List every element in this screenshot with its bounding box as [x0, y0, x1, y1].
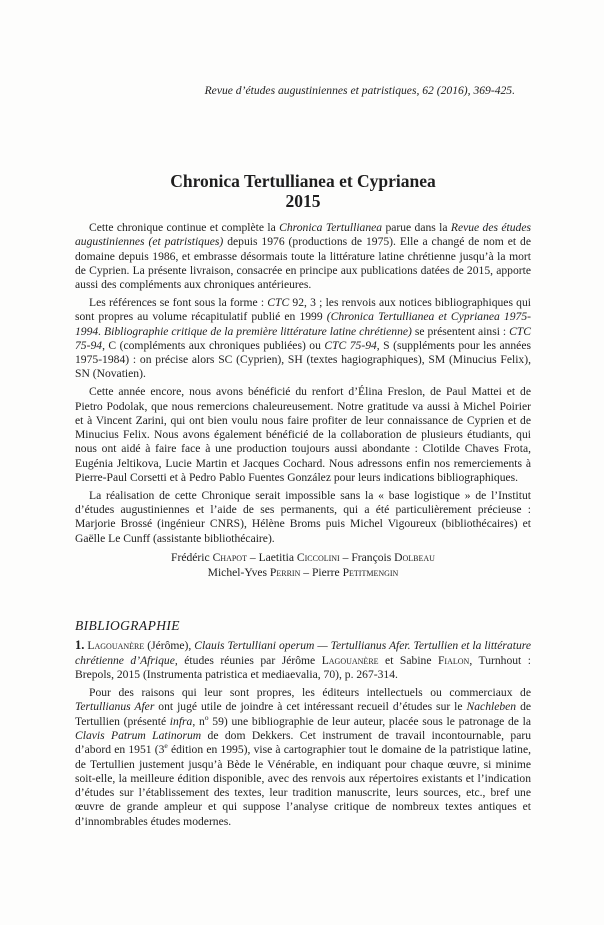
- signature-line-1: Frédéric Chapot – Laetitia Ciccolini – François Dolbeau: [171, 551, 435, 565]
- article-title-line1: Chronica Tertullianea et Cyprianea: [170, 171, 436, 191]
- bibliography-heading: BIBLIOGRAPHIE: [75, 618, 180, 634]
- signature-line-2: Michel-Yves Perrin – Pierre Petitmengin: [207, 565, 399, 579]
- entry-number: 1.: [75, 638, 85, 653]
- signature-block: [75, 551, 531, 580]
- article-title-line2: 2015: [285, 190, 321, 211]
- entry-note: Pour des raisons qui leur sont propres, les éditeurs intellectuels ou commerciaux de Tertullianus Afer ont jugé utile de joindre à cet intéressant recueil d’études sur le Nachleben de Tertullien (présenté infra, $n^o$ 59) une bibliographie de leur auteur, placée sous le patronage de la Clavis Patrum Latinorum de dom Dekkers. Cet instrument de travail incontournable, paru d’abord en 1951 (3e édition en 1995), vise à cartographier tout le domaine de la patristique latine, de Tertullien justement jusqu’à Bède le Vénérable, en indiquant pour chaque œuvre, si minime soit-elle, la meilleure édition disponible, avec des renvois aux répertoires existants et l’indication d’études sur l’établissement des textes, leur tradition manuscrite, leurs sources, etc., bref une œuvre de grande ampleur et qui suppose l’analyse critique de nombreux textes antiques et d’innombrables études modernes.: [75, 686, 532, 828]
- intro-paragraph-3: Cette année encore, nous avons bénéficié du renfort d’Élina Freslon, de Paul Mattei et de Pietro Podolak, que nous remercions chaleureusement. Notre gratitude va aussi à Michel Poirier et à Vincent Zarini, qui ont bien voulu nous faire profiter de leur connaissance de Cyprien et de Minucius Felix. Nous avons également bénéficié de la collaboration de plusieurs étudiants, qui nous ont aidé à faire face à une production toujours aussi abondante : Clotilde Chaves Frota, Eugénia Jeltikova, Lucie Martin et Jacques Cochard. Nous adressons enfin nos remerciements à Pierre-Paul Corsetti et à Pedro Pablo Fuentes González pour leurs indications bibliographiques.: [75, 385, 531, 485]
- bibliography-entry: [75, 638, 531, 829]
- article-title: [75, 172, 531, 211]
- entry-reference: [75, 638, 531, 682]
- entry-reference-text: Lagouanère (Jérôme), Clauis Tertulliani operum — Tertullianus Afer. Tertullien et la littérature chrétienne d’Afrique, études réunies par Jérôme Lagouanère et Sabine Fialon, Turnhout : Brepols, 2015 (Instrumenta patristica et mediaevalia, 70), p. 267-314.: [75, 639, 531, 681]
- running-head: Revue d’études augustiniennes et patristiques, 62 (2016), 369-425.: [204, 84, 515, 97]
- intro-paragraph-2: Les références se font sous la forme : CTC 92, 3 ; les renvois aux notices bibliographiques qui sont propres au volume récapitulatif publié en 1999 (Chronica Tertullianea et Cyprianea 1975-1994. Bibliographie critique de la première littérature latine chrétienne) se présentent ainsi : CTC 75-94, C (compléments aux chroniques publiées) ou CTC 75-94, S (suppléments pour les années 1975-1984) : on précise alors SC (Cyprien), SH (textes hagiographiques), SM (Minucius Felix), SN (Novatien).: [75, 295, 531, 381]
- intro-paragraph-4: La réalisation de cette Chronique serait impossible sans la « base logistique » de l’Institut d’études augustiniennes et l’aide de ses permanents, qui a été particulièrement précieuse : Marjorie Brossé (ingénieur CNRS), Hélène Broms puis Michel Vigoureux (bibliothécaires) et Gaëlle Le Cunff (assistante bibliothécaire).: [75, 488, 531, 545]
- intro-paragraph-1: Cette chronique continue et complète la Chronica Tertullianea parue dans la Revue des études augustiniennes (et patristiques) depuis 1976 (productions de 1975). Elle a changé de nom et de domaine depuis 1986, et embrasse désormais toute la littérature latine chrétienne jusqu’à la mort de Cyprien. La présente livraison, consacrée en principe aux publications datées de 2015, apporte aussi des compléments aux chroniques antérieures.: [75, 221, 531, 292]
- page-body: [75, 221, 531, 829]
